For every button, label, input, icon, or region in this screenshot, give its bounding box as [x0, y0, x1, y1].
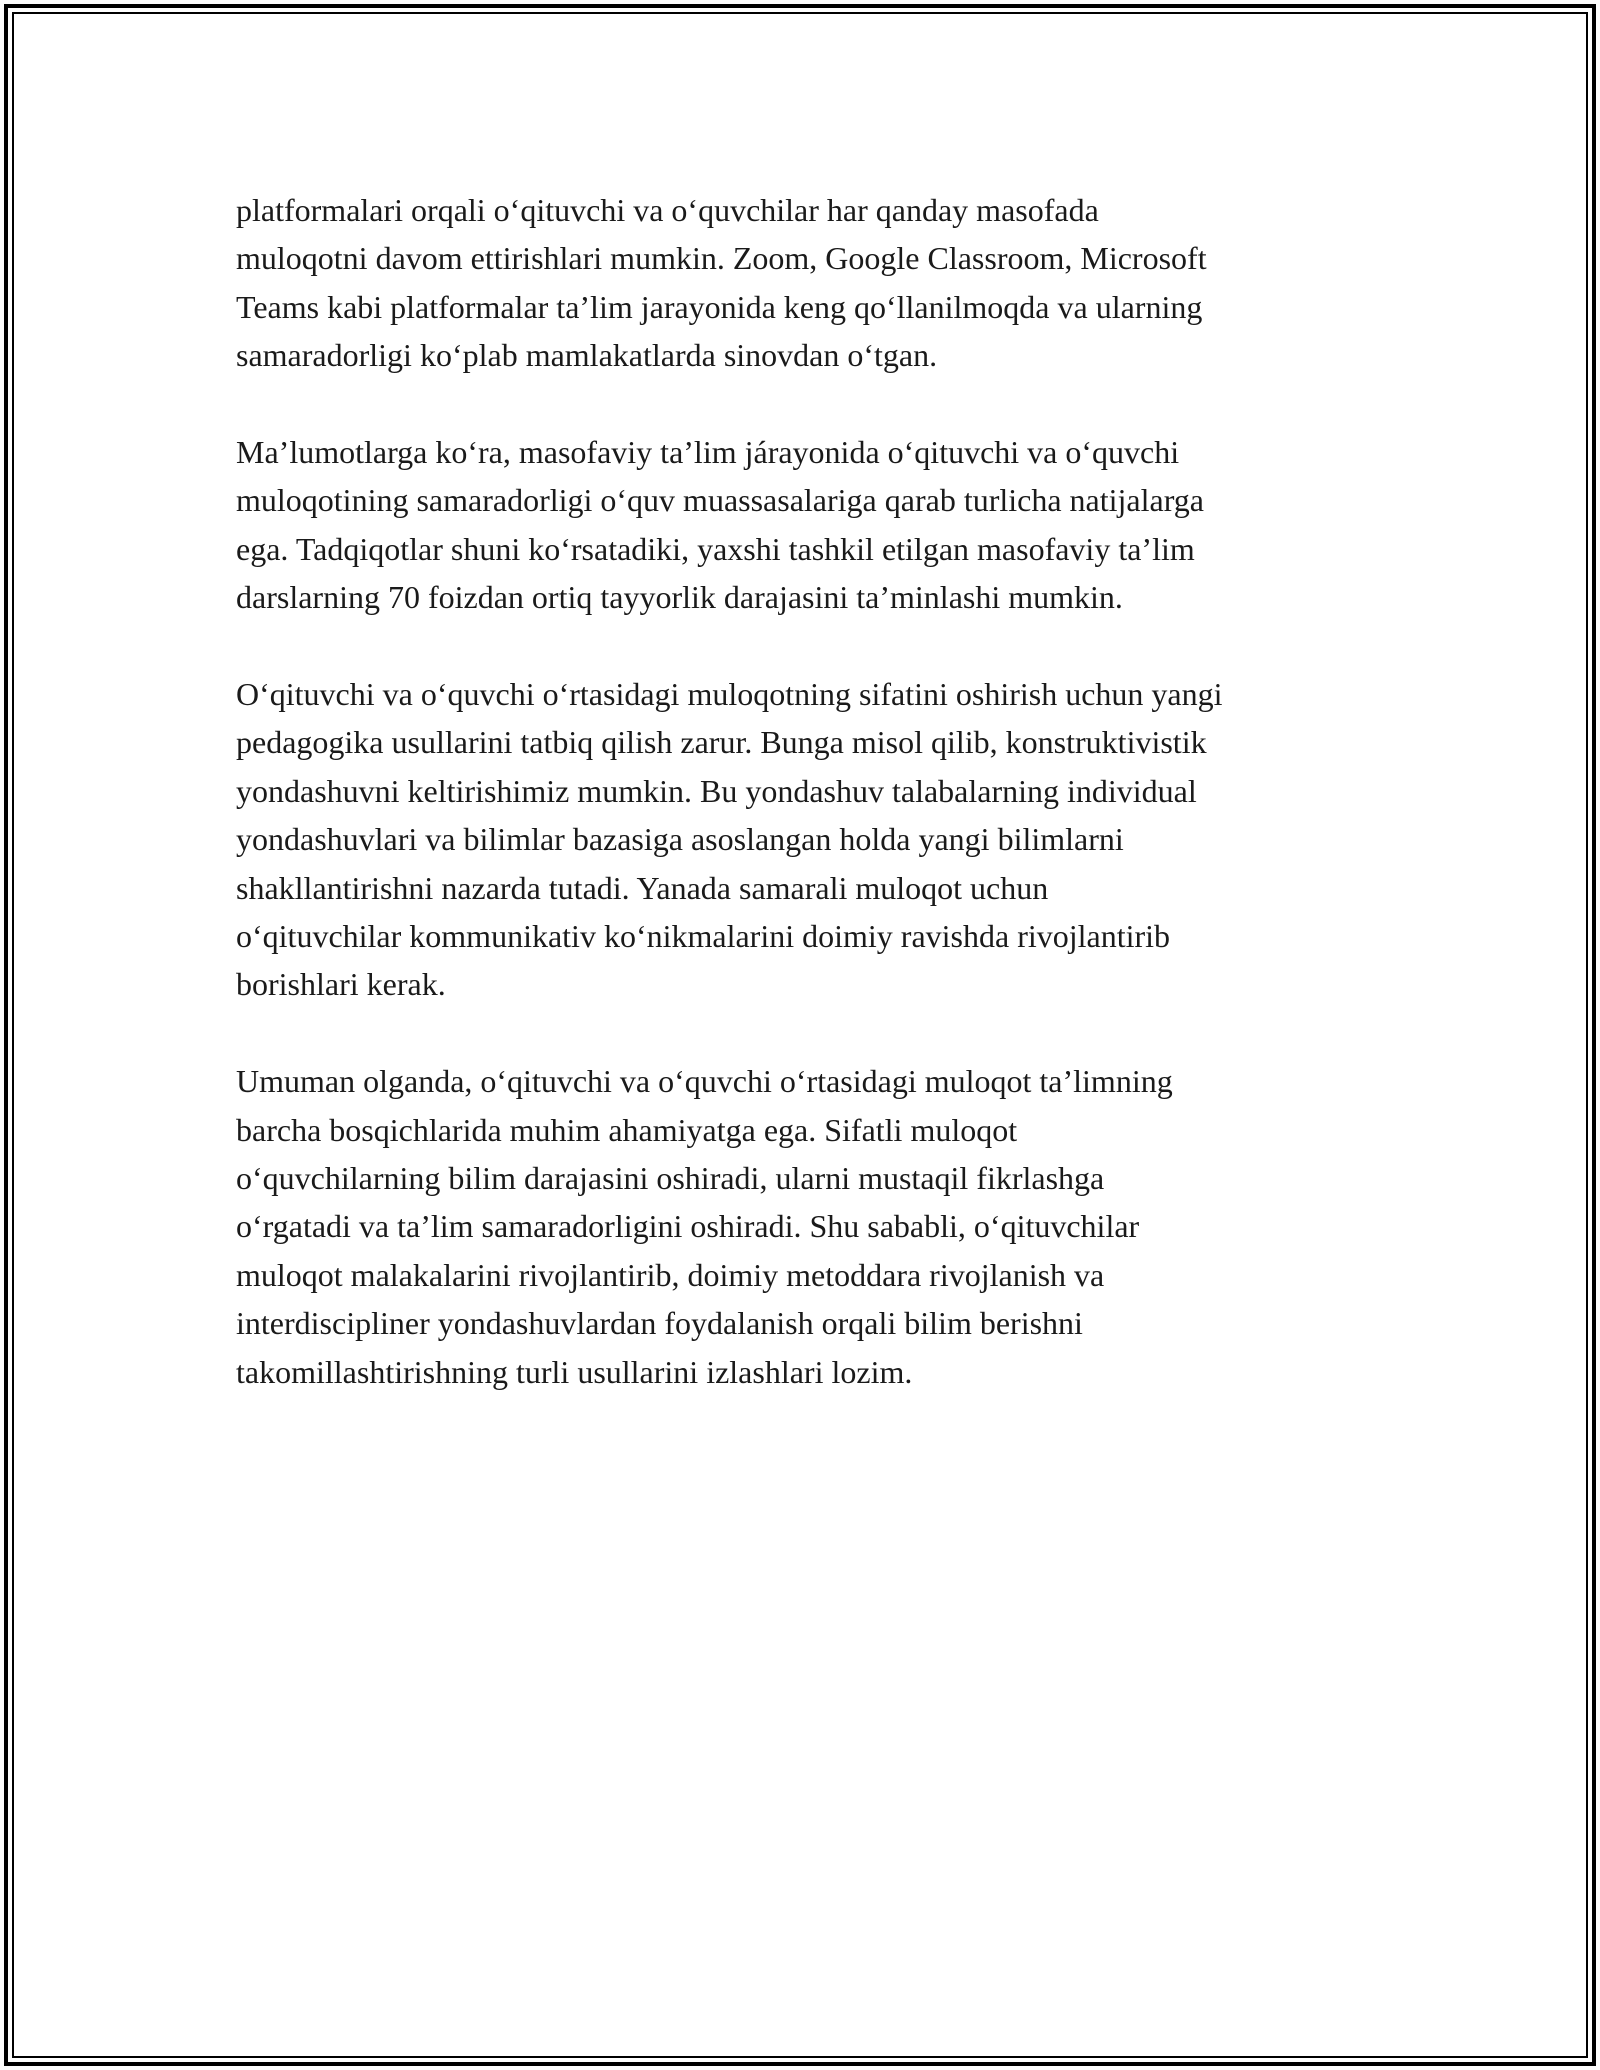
document-body: [236, 186, 1396, 1396]
paragraph-2: [236, 428, 1396, 622]
text-line: O‘qituvchi va o‘quvchi o‘rtasidagi muloqotning sifatini oshirish uchun yangi: [236, 676, 1223, 713]
text-line: interdiscipliner yondashuvlardan foydalanish orqali bilim berishni: [236, 1305, 1083, 1342]
text-line: barcha bosqichlarida muhim ahamiyatga ega. Sifatli muloqot: [236, 1111, 1018, 1148]
paragraph-1: [236, 186, 1396, 380]
text-line: samaradorligi ko‘plab mamlakatlarda sinovdan o‘tgan.: [236, 337, 938, 374]
text-line: Umuman olganda, o‘qituvchi va o‘quvchi o‘rtasidagi muloqot ta’limning: [236, 1063, 1173, 1100]
text-line: yondashuvni keltirishimiz mumkin. Bu yondashuv talabalarning individual: [236, 772, 1197, 809]
paragraph-3: [236, 670, 1396, 1009]
text-line: muloqotining samaradorligi o‘quv muassasalariga qarab turlicha natijalarga: [236, 482, 1204, 519]
text-line: platformalari orqali o‘qituvchi va o‘quvchilar har qanday masofada: [236, 192, 1099, 228]
text-line: ega. Tadqiqotlar shuni ko‘rsatadiki, yaxshi tashkil etilgan masofaviy ta’lim: [236, 530, 1195, 567]
text-line: Ma’lumotlarga ko‘ra, masofaviy ta’lim járayonida o‘qituvchi va o‘quvchi: [236, 434, 1180, 471]
text-line: darslarning 70 foizdan ortiq tayyorlik darajasini ta’minlashi mumkin.: [236, 579, 1123, 616]
text-line: borishlari kerak.: [236, 966, 446, 1003]
text-line: shakllantirishni nazarda tutadi. Yanada samarali muloqot uchun: [236, 869, 1049, 906]
text-line: pedagogika usullarini tatbiq qilish zarur. Bunga misol qilib, konstruktivistik: [236, 724, 1207, 761]
text-line: o‘quvchilarning bilim darajasini oshiradi, ularni mustaqil fikrlashga: [236, 1160, 1105, 1197]
text-line: muloqot malakalarini rivojlantirib, doimiy metoddara rivojlanish va: [236, 1256, 1105, 1293]
text-line: o‘rgatadi va ta’lim samaradorligini oshiradi. Shu sababli, o‘qituvchilar: [236, 1208, 1140, 1245]
text-line: muloqotni davom ettirishlari mumkin. Zoom, Google Classroom, Microsoft: [236, 240, 1207, 277]
text-line: takomillashtirishning turli usullarini izlashlari lozim.: [236, 1353, 913, 1390]
paragraph-4: [236, 1057, 1396, 1396]
text-line: Teams kabi platformalar ta’lim jarayonida keng qo‘llanilmoqda va ularning: [236, 288, 1203, 325]
text-line: yondashuvlari va bilimlar bazasiga asoslangan holda yangi bilimlarni: [236, 821, 1124, 858]
text-line: o‘qituvchilar kommunikativ ko‘nikmalarini doimiy ravishda rivojlantirib: [236, 918, 1171, 955]
